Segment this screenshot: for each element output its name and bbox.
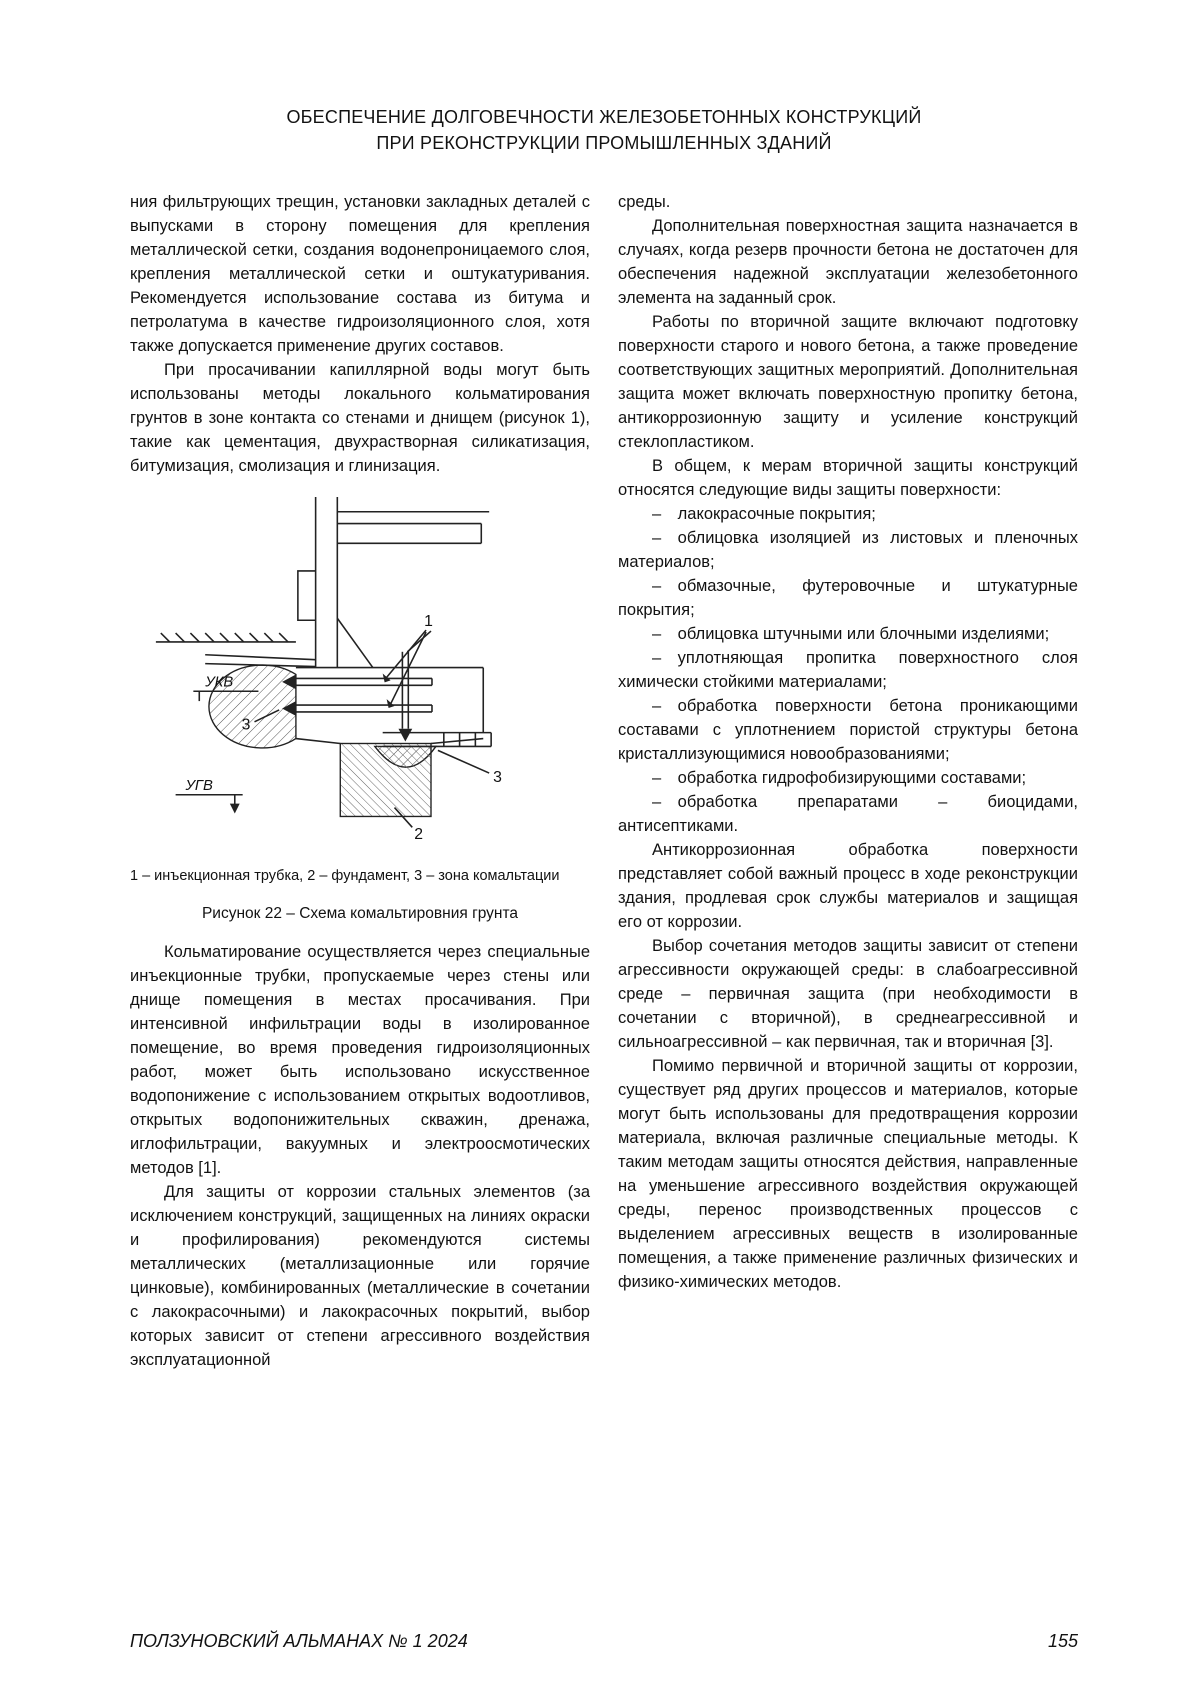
paragraph: Работы по вторичной защите включают подготовку поверхности старого и нового бетона, а также проведение соответствующих защитных мероприятий. Дополнительная защита может включать поверхностную пропитку бетона, антикоррозионную защиту и усиление конструкций стеклопластиком. bbox=[618, 313, 1078, 452]
leader-line bbox=[438, 751, 489, 774]
list-item: – уплотняющая пропитка поверхностного слоя химически стойкими материалами; bbox=[618, 649, 1078, 692]
page-footer bbox=[130, 1631, 1078, 1652]
list-item: – облицовка штучными или блочными изделиями; bbox=[652, 625, 1050, 644]
list-item: – обработка препаратами – биоцидами, антисептиками. bbox=[618, 793, 1078, 836]
figure-22-drawing bbox=[148, 492, 572, 852]
injection-tube bbox=[296, 679, 432, 686]
paragraph: Дополнительная поверхностная защита назначается в случаях, когда резерв прочности бетона не достаточен для обеспечения надежной эксплуатации железобетонного элемента на заданный срок. bbox=[618, 217, 1078, 308]
list-item: – лакокрасочные покрытия; bbox=[652, 505, 876, 524]
paragraph: При просачивании капиллярной воды могут быть использованы методы локального кольматирования грунтов в зоне контакта со стенами и днищем (рисунок 1), такие как цементация, двухрастворная силикатизация, битумизация, смолизация и глинизация. bbox=[130, 361, 590, 476]
paragraph: Антикоррозионная обработка поверхности представляет собой важный процесс в ходе реконструкции здания, продлевая срок службы материалов и защищая его от коррозии. bbox=[618, 841, 1078, 932]
figure-caption: Рисунок 22 – Схема комальтировния грунта bbox=[201, 905, 519, 923]
figure-note: 1 – инъекционная трубка, 2 – фундамент, 3 – зона комальтации bbox=[130, 868, 560, 885]
right-column bbox=[618, 190, 1078, 1372]
callout-3-right: 3 bbox=[493, 769, 502, 787]
list-item: – обработка гидрофобизирующими составами; bbox=[652, 769, 1027, 788]
two-column-body bbox=[130, 190, 1078, 1372]
left-column bbox=[130, 190, 590, 1372]
article-title-line2: ПРИ РЕКОНСТРУКЦИИ ПРОМЫШЛЕННЫХ ЗДАНИЙ bbox=[376, 133, 832, 154]
paragraph: Для защиты от коррозии стальных элементов (за исключением конструкций, защищенных на линиях окраски и профилирования) рекомендуются системы металлических (металлизационные или горячие цинковые), комбинированных (металлические в сочетании с лакокрасочными) и лакокрасочных покрытий, выбор которых зависит от степени агрессивного воздействия эксплуатационной bbox=[130, 1183, 590, 1370]
article-title bbox=[130, 104, 1078, 156]
paragraph: Помимо первичной и вторичной защиты от коррозии, существует ряд других процессов и материалов, которые могут быть использованы для предотвращения коррозии материала, включая различные специальные методы. К таким методам защиты относятся действия, направленные на уменьшение агрессивного воздействия окружающей среды, перенос производственных процессов с выделением агрессивных веществ в изолированные помещения, а также применение различных физических и физико-химических методов. bbox=[618, 1057, 1078, 1292]
callout-2: 2 bbox=[414, 826, 424, 844]
injection-tube bbox=[402, 652, 408, 729]
injection-tube bbox=[296, 705, 432, 712]
page-number: 155 bbox=[1047, 1631, 1078, 1651]
article-title-line1: ОБЕСПЕЧЕНИЕ ДОЛГОВЕЧНОСТИ ЖЕЛЕЗОБЕТОННЫХ КОНСТРУКЦИЙ bbox=[286, 107, 922, 127]
paragraph: ния фильтрующих трещин, установки закладных деталей с выпусками в сторону помещения для крепления металлической сетки, создания водонепроницаемого слоя, крепления металлической сетки и оштукатуривания. Рекомендуется использование состава из битума и петролатума в качестве гидроизоляционного слоя, хотя также допускается применение других составов. bbox=[130, 193, 590, 356]
callout-1: 1 bbox=[424, 613, 433, 631]
list-item: – обработка поверхности бетона проникающими составами с уплотнением пористой структуры бетона кристаллизующимися новообразованиями; bbox=[618, 697, 1078, 764]
paragraph: В общем, к мерам вторичной защиты конструкций относятся следующие виды защиты поверхности: bbox=[618, 457, 1078, 500]
ukv-label: УКВ bbox=[205, 674, 234, 691]
list-item: – облицовка изоляцией из листовых и пленочных материалов; bbox=[618, 529, 1078, 572]
list-item: – обмазочные, футеровочные и штукатурные покрытия; bbox=[618, 577, 1078, 620]
foundation-block bbox=[340, 744, 431, 817]
paragraph: Выбор сочетания методов защиты зависит от степени агрессивности окружающей среды: в слабоагрессивной среде – первичная защита (при необходимости в сочетании с вторичной), в среднеагрессивной и сильноагрессивной – как первичная, так и вторичная [3]. bbox=[618, 937, 1078, 1052]
inlet-pipe bbox=[205, 655, 315, 660]
figure-22 bbox=[130, 492, 590, 926]
leader-line bbox=[407, 631, 431, 652]
paragraph: Кольматирование осуществляется через специальные инъекционные трубки, пропускаемые через стены или днище помещения в местах просачивания. При интенсивной инфильтрации воды в изолированное помещение, во время проведения гидроизоляционных работ, может быть использовано искусственное водопонижение с использованием открытых водоотливов, открытых водопонижительных скважин, дренажа, иглофильтрации, вакуумных и электроосмотических методов [1]. bbox=[130, 943, 590, 1178]
journal-name: ПОЛЗУНОВСКИЙ АЛЬМАНАХ № 1 2024 bbox=[130, 1631, 468, 1651]
callout-3-left: 3 bbox=[241, 716, 251, 734]
ugv-label: УГВ bbox=[185, 778, 213, 795]
figure-22-art bbox=[130, 492, 590, 859]
paragraph: среды. bbox=[618, 193, 671, 212]
